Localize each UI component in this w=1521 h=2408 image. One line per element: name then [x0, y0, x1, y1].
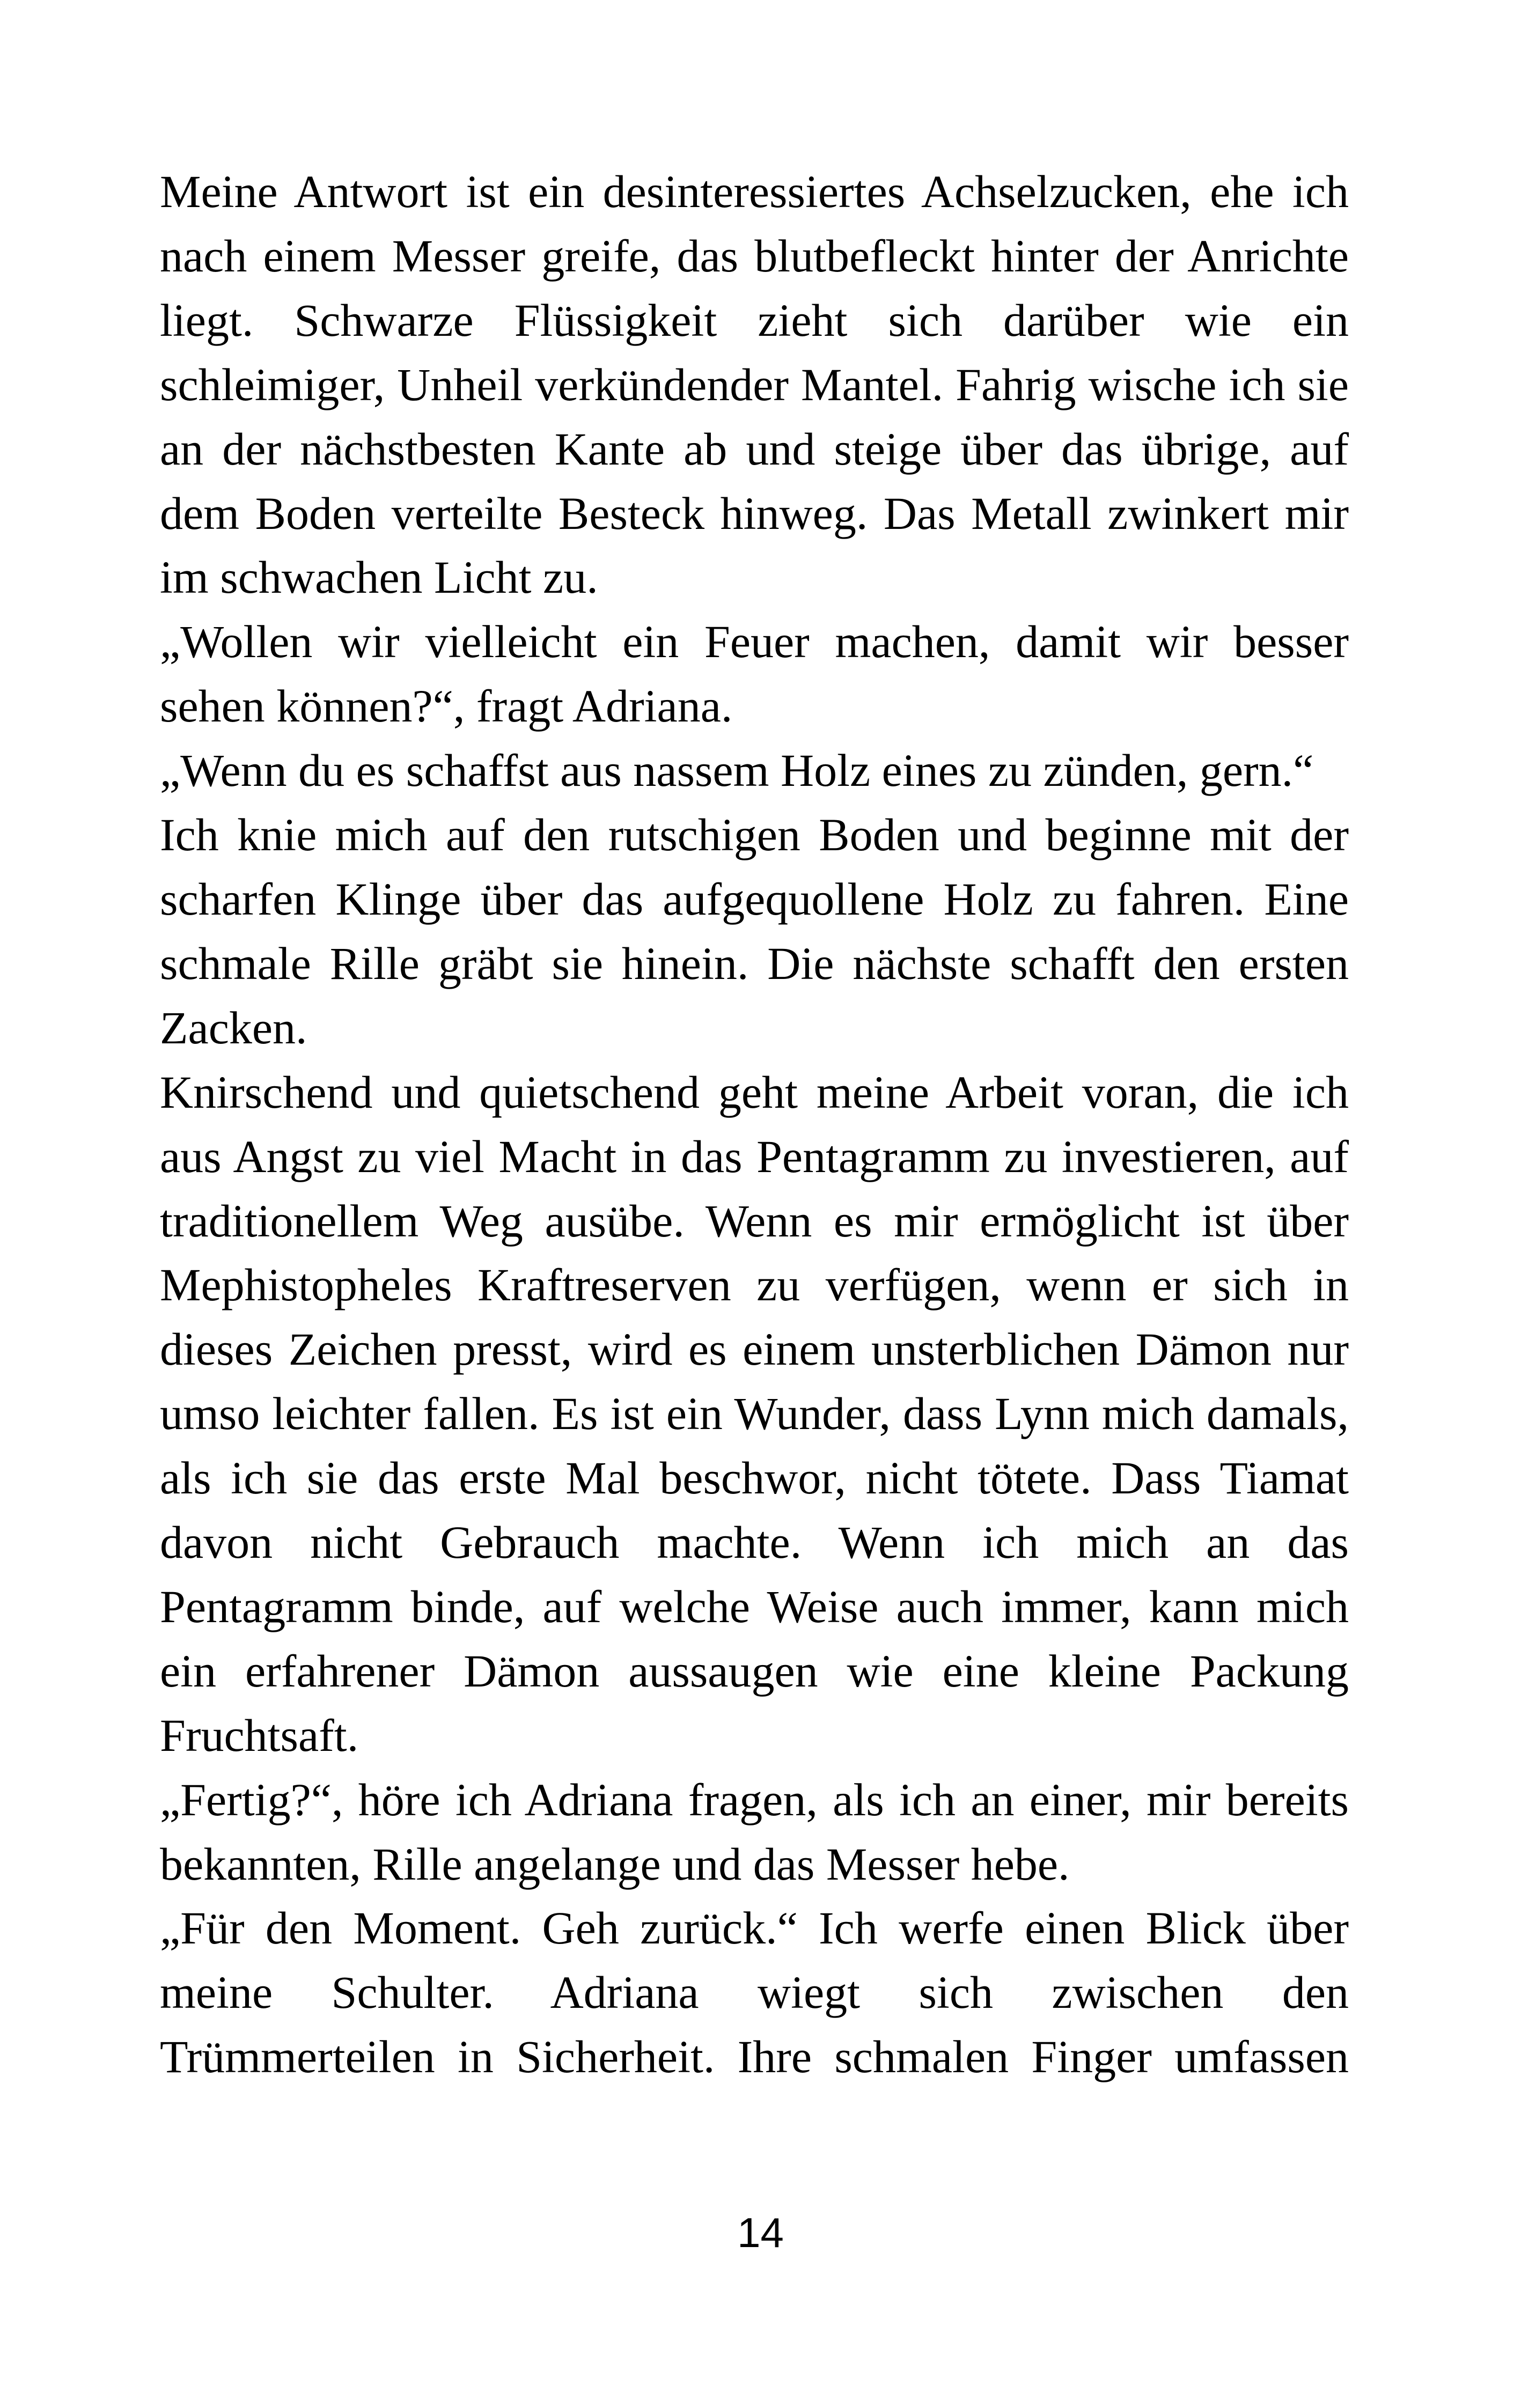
body-text — [160, 160, 1349, 2089]
paragraph: „Für den Moment. Geh zurück.“ Ich werfe einen Blick über meine Schulter. Adriana wiegt sich zwischen den Trümmerteilen in Sicherheit. Ihre schmalen Finger umfassen — [160, 1902, 1349, 2083]
page-number: 14 — [737, 2209, 784, 2256]
paragraph: „Wollen wir vielleicht ein Feuer machen, damit wir besser sehen können?“, fragt Adriana. — [160, 616, 1349, 732]
paragraph: „Wenn du es schaffst aus nassem Holz eines zu zünden, gern.“ — [160, 745, 1314, 797]
paragraph: Knirschend und quietschend geht meine Arbeit voran, die ich aus Angst zu viel Macht in das Pentagramm zu investieren, auf traditionellem Weg ausübe. Wenn es mir ermöglicht ist über Mephistopheles Kraftreserven zu verfügen, wenn er sich in dieses Zeichen presst, wird es einem unsterblichen Dämon nur umso leichter fallen. Es ist ein Wunder, dass Lynn mich damals, als ich sie das erste Mal beschwor, nicht tötete. Dass Tiamat davon nicht Gebrauch machte. Wenn ich mich an das Pentagramm binde, auf welche Weise auch immer, kann mich ein erfahrener Dämon aussaugen wie eine kleine Packung Fruchtsaft. — [160, 1066, 1349, 1761]
paragraph: Meine Antwort ist ein desinteressiertes Achselzucken, ehe ich nach einem Messer greife, das blutbefleckt hinter der Anrichte liegt. Schwarze Flüssigkeit zieht sich darüber wie ein schleimiger, Unheil verkündender Mantel. Fahrig wische ich sie an der nächstbesten Kante ab und steige über das übrige, auf dem Boden verteilte Besteck hinweg. Das Metall zwinkert mir im schwachen Licht zu. — [160, 166, 1349, 603]
paragraph: Ich knie mich auf den rutschigen Boden und beginne mit der scharfen Klinge über das aufgequollene Holz zu fahren. Eine schmale Rille gräbt sie hinein. Die nächste schafft den ersten Zacken. — [160, 809, 1349, 1054]
paragraph: „Fertig?“, höre ich Adriana fragen, als ich an einer, mir bereits bekannten, Rille angelange und das Messer hebe. — [160, 1773, 1349, 1890]
